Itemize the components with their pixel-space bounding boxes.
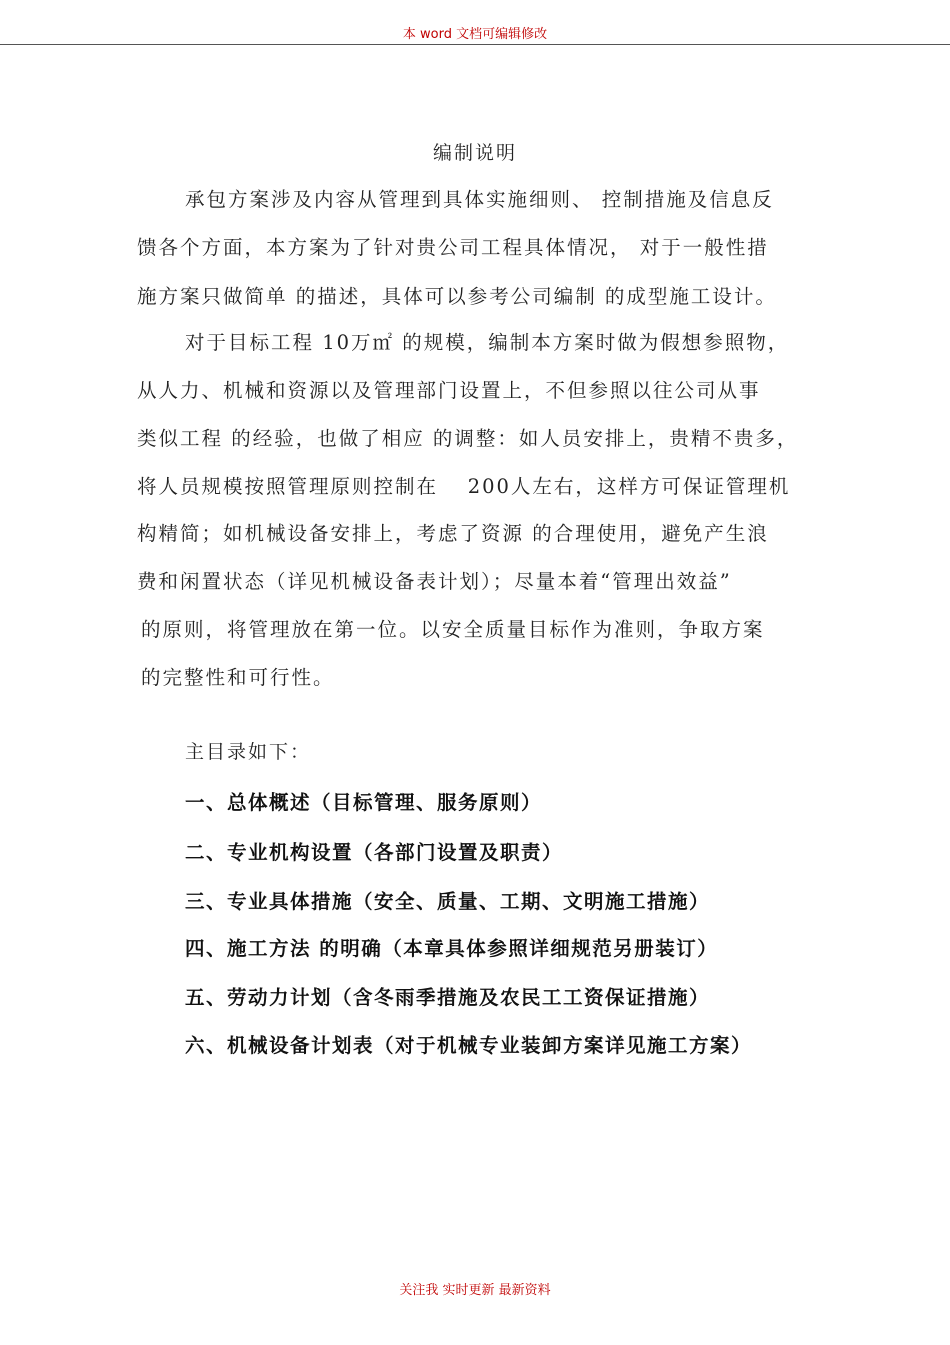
toc-item: 二、专业机构设置（各部门设置及职责）	[185, 841, 564, 864]
paragraph-line: 对于目标工程 10万㎡ 的规模，编制本方案时做为假想参照物，	[185, 331, 790, 354]
document-title: 编制说明	[432, 142, 517, 164]
toc-heading: 主目录如下：	[185, 741, 312, 763]
paragraph-line: 馈各个方面，本方案为了针对贵公司工程具体情况， 对于一般性措	[137, 236, 769, 259]
paragraph-line: 将人员规模按照管理原则控制在 200人左右，这样方可保证管理机	[137, 475, 791, 498]
paragraph-line: 的完整性和可行性。	[141, 666, 335, 689]
page-footer-note: 关注我 实时更新 最新资料	[399, 1283, 551, 1298]
paragraph-line: 承包方案涉及内容从管理到具体实施细则、 控制措施及信息反	[185, 188, 774, 211]
paragraph-line: 的原则，将管理放在第一位。以安全质量目标作为准则，争取方案	[141, 618, 765, 641]
paragraph-line: 构精简；如机械设备安排上，考虑了资源 的合理使用，避免产生浪	[137, 522, 769, 545]
toc-item: 三、专业具体措施（安全、质量、工期、文明施工措施）	[185, 890, 711, 913]
toc-item: 六、机械设备计划表（对于机械专业装卸方案详见施工方案）	[185, 1034, 753, 1057]
paragraph-line: 费和闲置状态（详见机械设备表计划）；尽量本着“管理出效益”	[137, 570, 732, 593]
toc-item: 五、劳动力计划（含冬雨季措施及农民工工资保证措施）	[185, 986, 711, 1009]
header-divider	[0, 44, 950, 45]
toc-item: 一、总体概述（目标管理、服务原则）	[185, 791, 543, 814]
toc-item: 四、施工方法 的明确（本章具体参照详细规范另册装订）	[185, 937, 719, 960]
page-header-note: 本 word 文档可编辑修改	[402, 27, 548, 42]
paragraph-line: 施方案只做简单 的描述，具体可以参考公司编制 的成型施工设计。	[137, 285, 777, 308]
paragraph-line: 类似工程 的经验，也做了相应 的调整：如人员安排上，贵精不贵多，	[137, 427, 799, 450]
paragraph-line: 从人力、机械和资源以及管理部门设置上，不但参照以往公司从事	[137, 379, 761, 402]
